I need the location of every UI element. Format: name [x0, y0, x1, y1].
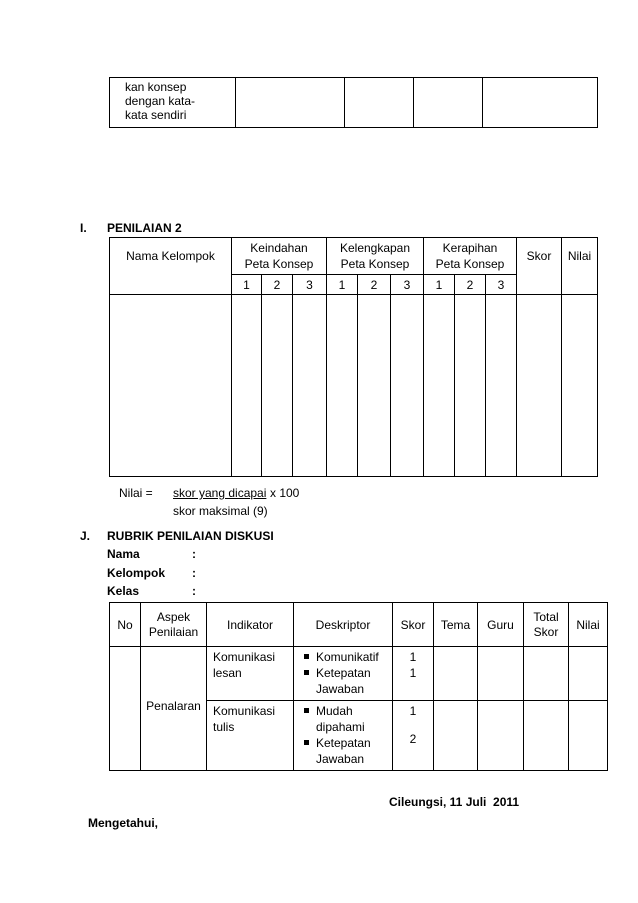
acknowledge-label: Mengetahui,	[88, 816, 159, 830]
top-table-cell	[345, 78, 414, 128]
indikator-line: tulis	[213, 720, 235, 734]
header-nilai: Nilai	[569, 603, 608, 647]
descriptor-bullet	[302, 649, 392, 665]
header-guru: Guru	[478, 603, 524, 647]
descriptor-text: Mudah	[316, 704, 353, 718]
sub-number: 3	[293, 275, 327, 295]
header-no: No	[110, 603, 141, 647]
sub-number: 2	[358, 275, 391, 295]
penilaian-2-table	[109, 237, 598, 477]
data-cell	[424, 295, 455, 477]
indikator-line: Komunikasi	[213, 704, 276, 718]
descriptor-text: Komunikatif	[316, 650, 379, 664]
header-kerapihan-line: Kerapihan	[442, 241, 498, 255]
nilai-cell	[569, 701, 608, 771]
score-value: 1	[409, 666, 417, 680]
header-nama-kelompok	[110, 238, 232, 295]
data-cell	[327, 295, 358, 477]
deskriptor-cell	[294, 701, 393, 771]
descriptor-bullet	[302, 703, 392, 735]
header-skor	[517, 238, 562, 295]
top-table-cell	[414, 78, 483, 128]
tema-cell	[434, 647, 478, 701]
descriptor-text: dipahami	[316, 720, 365, 734]
sub-number: 1	[424, 275, 455, 295]
top-table	[109, 77, 598, 128]
header-kelengkapan	[327, 238, 424, 275]
section-j-title: RUBRIK PENILAIAN DISKUSI	[107, 529, 274, 543]
field-colon: :	[192, 547, 196, 561]
header-kelengkapan-line: Peta Konsep	[340, 257, 410, 271]
indikator-cell	[207, 647, 294, 701]
deskriptor-cell	[294, 647, 393, 701]
descriptor-text: Jawaban	[316, 752, 365, 766]
header-keindahan-line: Peta Konsep	[244, 257, 314, 271]
descriptor-text: Jawaban	[316, 682, 365, 696]
top-table-line: kata sendiri	[125, 108, 187, 122]
field-colon: :	[192, 584, 196, 598]
score-value: 2	[409, 732, 417, 746]
top-table-line: kan konsep	[125, 80, 187, 94]
top-table-cell	[483, 78, 598, 128]
header-skor-label: Skor	[526, 249, 552, 263]
header-aspek-line: Aspek	[156, 609, 191, 624]
skor-cell	[393, 647, 434, 701]
data-cell	[391, 295, 424, 477]
guru-cell	[478, 701, 524, 771]
indikator-line: Komunikasi	[213, 650, 276, 664]
top-table-line: dengan kata-	[125, 94, 196, 108]
data-cell	[486, 295, 517, 477]
data-cell	[262, 295, 293, 477]
section-j-letter: J.	[80, 529, 91, 543]
header-total-skor-line: Skor	[533, 624, 559, 639]
descriptor-text: Ketepatan	[316, 736, 371, 750]
no-cell	[110, 647, 141, 771]
descriptor-bullet	[302, 665, 392, 697]
header-aspek-line: Penilaian	[148, 624, 199, 639]
data-cell	[110, 295, 232, 477]
sub-number: 2	[262, 275, 293, 295]
header-kerapihan-line: Peta Konsep	[435, 257, 505, 271]
field-label-nama: Nama	[107, 547, 140, 561]
header-keindahan	[232, 238, 327, 275]
top-table-text-cell	[110, 78, 236, 128]
header-skor: Skor	[393, 603, 434, 647]
total-skor-cell	[524, 701, 569, 771]
guru-cell	[478, 647, 524, 701]
field-label-kelompok: Kelompok	[107, 566, 166, 580]
header-tema: Tema	[434, 603, 478, 647]
descriptor-text: Ketepatan	[316, 666, 371, 680]
header-indikator: Indikator	[207, 603, 294, 647]
header-nilai	[562, 238, 598, 295]
sub-number: 2	[455, 275, 486, 295]
indikator-cell	[207, 701, 294, 771]
aspek-cell	[141, 647, 207, 771]
header-keindahan-line: Keindahan	[250, 241, 308, 255]
aspek-value: Penalaran	[146, 699, 201, 713]
data-cell	[358, 295, 391, 477]
formula-label: Nilai =	[119, 486, 153, 500]
header-deskriptor: Deskriptor	[294, 603, 393, 647]
formula-multiplier: x 100	[270, 486, 300, 500]
score-value: 1	[409, 650, 417, 664]
sub-number: 3	[486, 275, 517, 295]
indikator-line: lesan	[213, 666, 242, 680]
place-date: Cileungsi, 11 Juli 2011	[389, 795, 520, 809]
data-cell	[455, 295, 486, 477]
section-i-title: PENILAIAN 2	[107, 221, 182, 235]
header-kerapihan	[424, 238, 517, 275]
data-cell	[232, 295, 262, 477]
top-table-cell	[236, 78, 345, 128]
nilai-cell	[569, 647, 608, 701]
rubrik-table	[109, 602, 608, 771]
sub-number: 3	[391, 275, 424, 295]
header-nilai-label: Nilai	[567, 249, 592, 263]
header-total-skor-line: Total	[533, 609, 559, 624]
score-value: 1	[409, 704, 417, 718]
sub-number: 1	[232, 275, 262, 295]
field-label-kelas: Kelas	[107, 584, 140, 598]
header-aspek	[141, 603, 207, 647]
sub-number: 1	[327, 275, 358, 295]
header-total-skor	[524, 603, 569, 647]
field-colon: :	[192, 566, 196, 580]
skor-cell	[393, 701, 434, 771]
data-cell	[517, 295, 562, 477]
total-skor-cell	[524, 647, 569, 701]
descriptor-bullet	[302, 735, 392, 767]
formula-numerator: skor yang dicapai	[173, 486, 267, 500]
section-i-letter: I.	[80, 221, 87, 235]
tema-cell	[434, 701, 478, 771]
header-nama-kelompok-label: Nama Kelompok	[126, 249, 215, 263]
data-cell	[293, 295, 327, 477]
data-cell	[562, 295, 598, 477]
formula-denominator: skor maksimal (9)	[173, 504, 268, 518]
header-kelengkapan-line: Kelengkapan	[339, 241, 411, 255]
